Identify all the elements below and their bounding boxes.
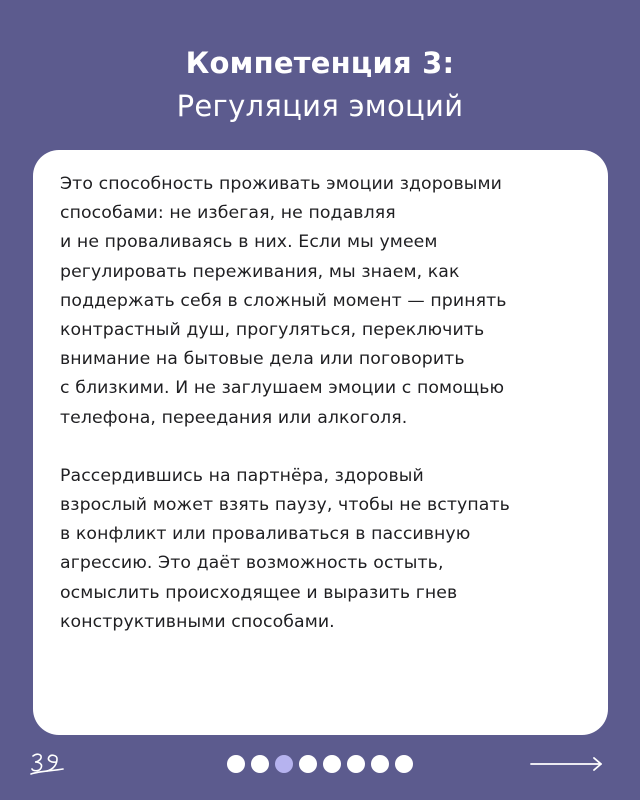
pagination-dot[interactable]	[371, 755, 389, 773]
pagination-dot[interactable]	[251, 755, 269, 773]
brand-logo	[30, 752, 64, 776]
pagination-dot[interactable]	[323, 755, 341, 773]
pagination-dots	[227, 755, 413, 773]
page-subtitle: Регуляция эмоций	[176, 89, 464, 123]
pagination-dot[interactable]	[227, 755, 245, 773]
arrow-right-icon[interactable]	[530, 756, 604, 772]
paragraph-definition: Это способность проживать эмоции здоровыми способами: не избегая, не подавляя и не проваливаясь в них. Если мы умеем регулировать переживания, мы знаем, как поддержать себя в сложный момент — принять контрастный душ, прогуляться, переключить внимание на бытовые дела или поговорить с близкими. И не заглушаем эмоции с помощью телефона, переедания или алкоголя.	[60, 174, 507, 428]
paragraph-example: Рассердившись на партнёра, здоровый взрослый может взять паузу, чтобы не вступать в конфликт или проваливаться в пассивную агрессию. Это даёт возможность остыть, осмыслить происходящее и выразить гнев конструктивными способами.	[60, 465, 510, 632]
footer	[0, 740, 640, 788]
pagination-dot-active[interactable]	[275, 755, 293, 773]
content-card	[33, 150, 608, 735]
pagination-dot[interactable]	[395, 755, 413, 773]
page-title: Компетенция 3:	[185, 46, 455, 80]
pagination-dot[interactable]	[347, 755, 365, 773]
title-block	[0, 44, 640, 126]
pagination-dot[interactable]	[299, 755, 317, 773]
